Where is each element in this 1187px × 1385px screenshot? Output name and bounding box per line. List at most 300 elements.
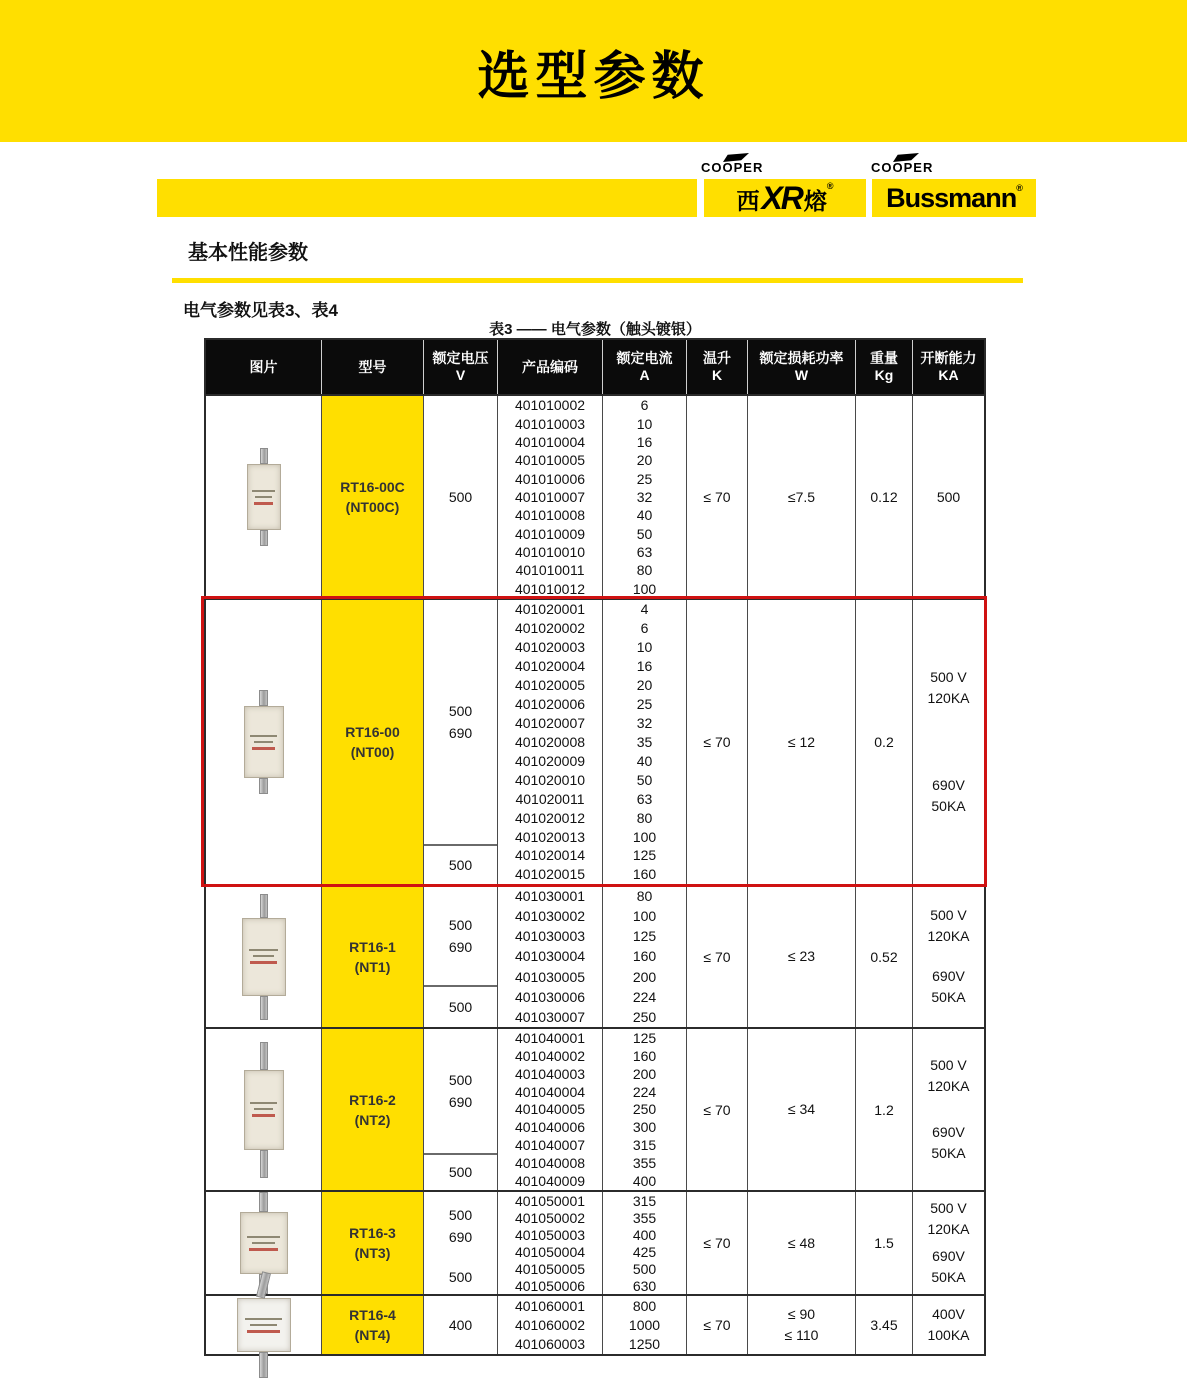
current-value: 6 bbox=[640, 397, 649, 414]
current-value: 10 bbox=[636, 415, 653, 432]
product-code: 401050004 bbox=[514, 1243, 586, 1260]
breaking-capacity-line: 50KA bbox=[931, 989, 966, 1005]
current-value: 16 bbox=[636, 433, 653, 450]
breaking-capacity-line: 120KA bbox=[927, 689, 970, 706]
product-code: 401040005 bbox=[514, 1101, 586, 1118]
breaking-capacity-top bbox=[927, 667, 969, 709]
voltage-main bbox=[424, 600, 497, 844]
model-cell bbox=[322, 1192, 424, 1294]
breaking-capacity-line: 100KA bbox=[927, 1327, 970, 1343]
column-header-label: 额定损耗功率 bbox=[759, 350, 844, 366]
voltage-value: 690 bbox=[448, 938, 473, 955]
temp-rise-value: ≤ 70 bbox=[703, 1235, 731, 1251]
current-value: 1000 bbox=[628, 1316, 661, 1333]
column-header-label: K bbox=[711, 367, 723, 383]
note-text: 电气参数见表3、表4 bbox=[183, 301, 338, 320]
voltage-cell bbox=[424, 396, 498, 598]
model-name: (NT2) bbox=[354, 1111, 391, 1128]
weight-cell bbox=[856, 1192, 913, 1294]
fuse-body bbox=[247, 464, 281, 530]
product-code-cell bbox=[498, 886, 603, 1027]
product-code: 401020007 bbox=[514, 714, 586, 731]
table-row bbox=[206, 1190, 984, 1294]
current-value: 50 bbox=[636, 525, 653, 542]
voltage-main bbox=[424, 886, 497, 985]
xirong-wordmark: 西XR熔® bbox=[736, 180, 834, 216]
bussmann-wordmark: Bussmann® bbox=[886, 182, 1022, 213]
weight-cell bbox=[856, 1029, 913, 1190]
model-name: RT16-2 bbox=[349, 1091, 396, 1108]
voltage-main bbox=[424, 1296, 497, 1354]
temp-rise-cell bbox=[687, 396, 748, 598]
product-code-cell bbox=[498, 1029, 603, 1190]
power-loss-value: ≤ 110 bbox=[784, 1327, 819, 1343]
table-row bbox=[206, 394, 984, 598]
current-value: 425 bbox=[632, 1243, 657, 1260]
product-code: 401050006 bbox=[514, 1277, 586, 1294]
breaking-capacity-cell bbox=[913, 1029, 984, 1190]
fuse-body bbox=[244, 1070, 284, 1150]
breaking-capacity-bottom bbox=[931, 966, 965, 1008]
voltage-sub bbox=[424, 844, 497, 884]
product-code: 401020001 bbox=[514, 601, 586, 618]
column-header bbox=[322, 340, 424, 394]
table-row bbox=[206, 1294, 984, 1354]
breaking-capacity-line: 690V bbox=[932, 777, 965, 794]
model-cell bbox=[322, 886, 424, 1027]
power-loss-cell bbox=[748, 1029, 856, 1190]
weight-value: 0.12 bbox=[870, 489, 898, 505]
current-value: 315 bbox=[632, 1137, 657, 1154]
breaking-capacity-cell bbox=[913, 1192, 984, 1294]
product-code: 401010009 bbox=[514, 525, 586, 542]
current-value: 224 bbox=[632, 1083, 657, 1100]
fuse-top-blade-icon bbox=[259, 690, 268, 706]
product-code: 401020009 bbox=[514, 752, 586, 769]
breaking-capacity-cell bbox=[913, 1296, 984, 1354]
product-code-cell bbox=[498, 1296, 603, 1354]
product-photo-fuse bbox=[242, 894, 286, 1020]
model-name: RT16-00C bbox=[340, 479, 405, 495]
weight-value: 0.2 bbox=[874, 734, 894, 750]
current-value: 80 bbox=[636, 562, 653, 579]
fuse-top-blade-icon bbox=[256, 1271, 271, 1298]
product-code: 401020015 bbox=[514, 866, 586, 883]
weight-cell bbox=[856, 600, 913, 884]
weight-value: 0.52 bbox=[870, 948, 898, 965]
column-header-label: 额定电压 bbox=[432, 350, 489, 366]
current-value: 355 bbox=[632, 1209, 657, 1226]
weight-cell bbox=[856, 1296, 913, 1354]
model-name: (NT1) bbox=[354, 958, 391, 975]
breaking-capacity-line: 120KA bbox=[927, 1077, 970, 1094]
section-heading: 基本性能参数 bbox=[188, 242, 308, 264]
product-code: 401020014 bbox=[514, 847, 586, 864]
product-code: 401020011 bbox=[515, 790, 585, 807]
current-value: 100 bbox=[632, 580, 657, 597]
power-loss-value: ≤ 90 bbox=[787, 1306, 816, 1322]
current-value: 25 bbox=[636, 696, 653, 713]
product-code: 401030001 bbox=[514, 888, 586, 905]
column-header bbox=[748, 340, 856, 394]
weight-value: 3.45 bbox=[870, 1317, 898, 1333]
current-value: 200 bbox=[632, 1065, 657, 1082]
product-code: 401060003 bbox=[514, 1336, 586, 1353]
breaking-capacity-line: 400V bbox=[932, 1306, 965, 1322]
fuse-body bbox=[237, 1298, 291, 1352]
model-name: RT16-4 bbox=[349, 1307, 396, 1323]
voltage-main bbox=[424, 396, 497, 598]
current-value: 125 bbox=[632, 847, 657, 864]
current-value: 50 bbox=[636, 771, 653, 788]
current-value: 100 bbox=[632, 908, 657, 925]
power-loss-value: ≤ 48 bbox=[787, 1234, 816, 1251]
breaking-capacity-bottom bbox=[931, 775, 965, 817]
current-value: 35 bbox=[636, 733, 653, 750]
voltage-value: 500 bbox=[448, 1071, 473, 1088]
fuse-bottom-blade-icon bbox=[260, 1150, 268, 1178]
column-header-label: 重量 bbox=[870, 350, 898, 366]
product-code: 401010003 bbox=[514, 415, 586, 432]
breaking-capacity-cell bbox=[913, 600, 984, 884]
fuse-label-line bbox=[254, 1108, 274, 1110]
column-header bbox=[498, 340, 603, 394]
fuse-label-line bbox=[254, 502, 274, 505]
table-header-row bbox=[206, 340, 984, 394]
current-value: 80 bbox=[636, 809, 653, 826]
current-value: 63 bbox=[636, 544, 653, 561]
current-cell bbox=[603, 886, 687, 1027]
voltage-cell bbox=[424, 886, 498, 1027]
current-value: 1250 bbox=[628, 1336, 661, 1353]
xirong-logo bbox=[704, 179, 866, 217]
current-value: 125 bbox=[632, 928, 657, 945]
power-loss-cell bbox=[748, 600, 856, 884]
fuse-label-line bbox=[249, 949, 278, 951]
current-value: 80 bbox=[636, 888, 653, 905]
fuse-top-blade-icon bbox=[260, 448, 268, 464]
image-cell bbox=[206, 600, 322, 884]
cooper-logo bbox=[871, 151, 951, 175]
spec-table bbox=[204, 338, 986, 1356]
product-code: 401010011 bbox=[515, 562, 585, 579]
fuse-body bbox=[240, 1212, 288, 1274]
breaking-capacity-line: 120KA bbox=[927, 928, 970, 944]
current-value: 40 bbox=[636, 507, 653, 524]
breaking-capacity-top bbox=[927, 905, 969, 947]
power-loss-value: ≤ 12 bbox=[787, 733, 816, 750]
fuse-body bbox=[244, 706, 284, 778]
current-value: 160 bbox=[632, 866, 657, 883]
current-value: 800 bbox=[632, 1297, 657, 1314]
voltage-value: 500 bbox=[448, 916, 473, 933]
weight-value: 1.2 bbox=[874, 1101, 894, 1118]
voltage-sub bbox=[424, 985, 497, 1027]
product-code: 401010002 bbox=[514, 397, 586, 414]
product-code: 401010012 bbox=[514, 580, 586, 597]
voltage-value: 400 bbox=[448, 1317, 473, 1333]
product-code: 401040002 bbox=[514, 1047, 586, 1064]
product-code: 401040009 bbox=[514, 1172, 586, 1189]
current-value: 400 bbox=[632, 1172, 657, 1189]
voltage-sub bbox=[424, 1260, 497, 1294]
current-value: 63 bbox=[636, 790, 653, 807]
product-code: 401030002 bbox=[514, 908, 586, 925]
product-photo-fuse bbox=[244, 1042, 284, 1178]
breaking-capacity-line: 120KA bbox=[927, 1221, 970, 1237]
voltage-value: 690 bbox=[448, 1229, 473, 1245]
power-loss-cell bbox=[748, 886, 856, 1027]
product-code: 401020013 bbox=[514, 828, 586, 845]
voltage-value: 500 bbox=[448, 1207, 473, 1223]
column-header-label: 额定电流 bbox=[616, 350, 673, 366]
image-cell bbox=[206, 1296, 322, 1354]
temp-rise-value: ≤ 70 bbox=[703, 948, 731, 965]
image-cell bbox=[206, 1029, 322, 1190]
current-value: 160 bbox=[632, 948, 657, 965]
product-code: 401010007 bbox=[514, 488, 586, 505]
cooper-wordmark: COOPER bbox=[701, 160, 764, 175]
model-cell bbox=[322, 1029, 424, 1190]
table-row bbox=[206, 1027, 984, 1190]
power-loss-value: ≤ 34 bbox=[787, 1101, 816, 1117]
voltage-value: 500 bbox=[448, 1164, 473, 1181]
current-value: 32 bbox=[636, 714, 653, 731]
voltage-value: 500 bbox=[448, 999, 473, 1016]
breaking-capacity-line: 500 V bbox=[930, 1200, 967, 1216]
product-code: 401040006 bbox=[514, 1119, 586, 1136]
product-code: 401060001 bbox=[514, 1297, 586, 1314]
product-code: 401010008 bbox=[514, 507, 586, 524]
fuse-bottom-blade-icon bbox=[260, 530, 268, 546]
fuse-body bbox=[242, 918, 286, 996]
product-code: 401060002 bbox=[514, 1316, 586, 1333]
fuse-bottom-blade-icon bbox=[260, 996, 268, 1020]
breaking-capacity-line: 500 bbox=[936, 488, 961, 505]
temp-rise-cell bbox=[687, 886, 748, 1027]
current-value: 200 bbox=[632, 968, 657, 985]
current-value: 250 bbox=[632, 1101, 657, 1118]
voltage-value: 500 bbox=[448, 857, 473, 874]
fuse-label-line bbox=[253, 955, 275, 957]
page-title: 选型参数 bbox=[477, 47, 710, 106]
product-code-cell bbox=[498, 396, 603, 598]
column-header bbox=[687, 340, 748, 394]
model-name: RT16-00 bbox=[345, 724, 400, 740]
model-name: (NT00C) bbox=[345, 499, 400, 515]
temp-rise-value: ≤ 70 bbox=[703, 1317, 731, 1333]
yellow-brand-strip bbox=[157, 179, 697, 217]
current-value: 20 bbox=[636, 677, 653, 694]
breaking-capacity-top bbox=[927, 1198, 969, 1240]
product-photo-fuse bbox=[244, 690, 284, 794]
current-cell bbox=[603, 1029, 687, 1190]
current-value: 125 bbox=[632, 1029, 657, 1046]
voltage-value: 500 bbox=[448, 1269, 473, 1285]
current-cell bbox=[603, 1192, 687, 1294]
image-cell bbox=[206, 396, 322, 598]
current-value: 250 bbox=[632, 1008, 657, 1025]
power-loss-cell bbox=[748, 1296, 856, 1354]
model-cell bbox=[322, 1296, 424, 1354]
column-header bbox=[603, 340, 687, 394]
current-value: 16 bbox=[636, 658, 653, 675]
voltage-cell bbox=[424, 1192, 498, 1294]
model-name: (NT3) bbox=[354, 1245, 391, 1261]
current-value: 40 bbox=[636, 752, 653, 769]
product-code: 401030003 bbox=[514, 928, 586, 945]
current-value: 6 bbox=[640, 620, 649, 637]
current-value: 224 bbox=[632, 988, 657, 1005]
fuse-bottom-blade-icon bbox=[259, 1352, 268, 1378]
image-cell bbox=[206, 886, 322, 1027]
breaking-capacity-line: 690V bbox=[932, 1248, 965, 1264]
current-value: 400 bbox=[632, 1226, 657, 1243]
table-caption: 表3 —— 电气参数（触头镀银） bbox=[489, 321, 701, 338]
breaking-capacity-top bbox=[927, 1055, 969, 1097]
product-code: 401020004 bbox=[514, 658, 586, 675]
column-header-label: V bbox=[455, 367, 466, 383]
power-loss-cell bbox=[748, 396, 856, 598]
fuse-label-line bbox=[250, 1324, 277, 1326]
model-name: (NT4) bbox=[354, 1327, 391, 1343]
product-code: 401020010 bbox=[514, 771, 586, 788]
temp-rise-cell bbox=[687, 1192, 748, 1294]
product-photo-fuse bbox=[237, 1272, 291, 1378]
current-cell bbox=[603, 1296, 687, 1354]
voltage-value: 500 bbox=[448, 489, 473, 505]
column-header-label: Kg bbox=[874, 367, 894, 383]
column-header-label: 型号 bbox=[358, 358, 387, 375]
temp-rise-cell bbox=[687, 1029, 748, 1190]
temp-rise-value: ≤ 70 bbox=[703, 1101, 731, 1118]
fuse-label-line bbox=[250, 961, 276, 964]
current-value: 100 bbox=[632, 828, 657, 845]
product-code: 401020005 bbox=[514, 677, 586, 694]
breaking-capacity-line: 500 V bbox=[930, 907, 967, 923]
model-cell bbox=[322, 600, 424, 884]
voltage-value: 500 bbox=[448, 703, 473, 720]
fuse-label-line bbox=[252, 1242, 276, 1244]
fuse-label-line bbox=[252, 490, 274, 492]
voltage-main bbox=[424, 1192, 497, 1260]
breaking-capacity-line: 500 V bbox=[930, 1056, 967, 1073]
breaking-capacity-line: 50KA bbox=[931, 1145, 966, 1162]
voltage-cell bbox=[424, 600, 498, 884]
column-header bbox=[913, 340, 984, 394]
weight-cell bbox=[856, 396, 913, 598]
current-value: 355 bbox=[632, 1155, 657, 1172]
current-cell bbox=[603, 396, 687, 598]
fuse-label-line bbox=[252, 747, 276, 750]
product-code-cell bbox=[498, 600, 603, 884]
fuse-label-line bbox=[245, 1318, 281, 1320]
voltage-sub bbox=[424, 1153, 497, 1190]
section-divider bbox=[172, 278, 1023, 283]
current-value: 10 bbox=[636, 639, 653, 656]
product-code: 401050005 bbox=[514, 1260, 586, 1277]
breaking-capacity-cell bbox=[913, 396, 984, 598]
temp-rise-cell bbox=[687, 600, 748, 884]
power-loss-cell bbox=[748, 1192, 856, 1294]
temp-rise-value: ≤ 70 bbox=[703, 489, 731, 505]
product-code: 401020008 bbox=[514, 733, 586, 750]
column-header-label: 图片 bbox=[249, 358, 278, 375]
column-header-label: 开断能力 bbox=[920, 350, 977, 366]
product-code: 401010004 bbox=[514, 433, 586, 450]
product-code-cell bbox=[498, 1192, 603, 1294]
product-code: 401020003 bbox=[514, 639, 586, 656]
product-code: 401020002 bbox=[514, 620, 586, 637]
current-value: 300 bbox=[632, 1119, 657, 1136]
product-code: 401040008 bbox=[514, 1155, 586, 1172]
fuse-label-line bbox=[249, 1248, 278, 1251]
breaking-capacity-line: 50KA bbox=[931, 1269, 966, 1285]
product-photo-fuse bbox=[247, 448, 281, 546]
fuse-label-line bbox=[250, 735, 277, 737]
voltage-value: 690 bbox=[448, 1093, 473, 1110]
current-value: 500 bbox=[632, 1260, 657, 1277]
breaking-capacity-bottom bbox=[931, 1246, 965, 1288]
current-value: 25 bbox=[636, 470, 653, 487]
model-name: RT16-1 bbox=[349, 938, 396, 955]
current-value: 630 bbox=[632, 1277, 657, 1294]
product-code: 401040007 bbox=[514, 1137, 586, 1154]
power-loss-value: ≤7.5 bbox=[787, 488, 816, 505]
current-value: 315 bbox=[632, 1192, 657, 1209]
model-cell bbox=[322, 396, 424, 598]
table-row bbox=[206, 884, 984, 1027]
table-row bbox=[206, 598, 984, 884]
fuse-label-line bbox=[254, 741, 274, 743]
fuse-label-line bbox=[247, 1236, 279, 1238]
voltage-cell bbox=[424, 1029, 498, 1190]
page-banner bbox=[0, 0, 1187, 142]
bussmann-logo bbox=[872, 179, 1036, 217]
product-code: 401030006 bbox=[514, 988, 586, 1005]
product-code: 401030004 bbox=[514, 948, 586, 965]
fuse-label-line bbox=[247, 1330, 279, 1333]
column-header-label: A bbox=[639, 367, 650, 383]
model-name: RT16-3 bbox=[349, 1225, 396, 1241]
product-code: 401050003 bbox=[514, 1226, 586, 1243]
product-code: 401030007 bbox=[514, 1008, 586, 1025]
product-code: 401020012 bbox=[514, 809, 586, 826]
fuse-label-line bbox=[255, 496, 272, 498]
breaking-capacity-line: 50KA bbox=[931, 798, 966, 815]
weight-value: 1.5 bbox=[874, 1235, 894, 1251]
product-code: 401010005 bbox=[514, 452, 586, 469]
voltage-main bbox=[424, 1029, 497, 1153]
product-code: 401010010 bbox=[514, 544, 586, 561]
cooper-logo bbox=[701, 151, 781, 175]
temp-rise-cell bbox=[687, 1296, 748, 1354]
column-header-label: W bbox=[794, 367, 809, 383]
voltage-value: 690 bbox=[448, 725, 473, 742]
column-header-label: KA bbox=[938, 367, 959, 383]
product-code: 401020006 bbox=[514, 696, 586, 713]
breaking-capacity-line: 690V bbox=[932, 968, 965, 984]
column-header-label: 温升 bbox=[703, 350, 731, 366]
breaking-capacity-bottom bbox=[931, 1122, 965, 1164]
breaking-capacity-cell bbox=[913, 886, 984, 1027]
voltage-cell bbox=[424, 1296, 498, 1354]
product-code: 401040004 bbox=[514, 1083, 586, 1100]
temp-rise-value: ≤ 70 bbox=[703, 734, 731, 750]
current-value: 20 bbox=[636, 452, 653, 469]
power-loss-value: ≤ 23 bbox=[787, 948, 816, 964]
product-code: 401040003 bbox=[514, 1065, 586, 1082]
